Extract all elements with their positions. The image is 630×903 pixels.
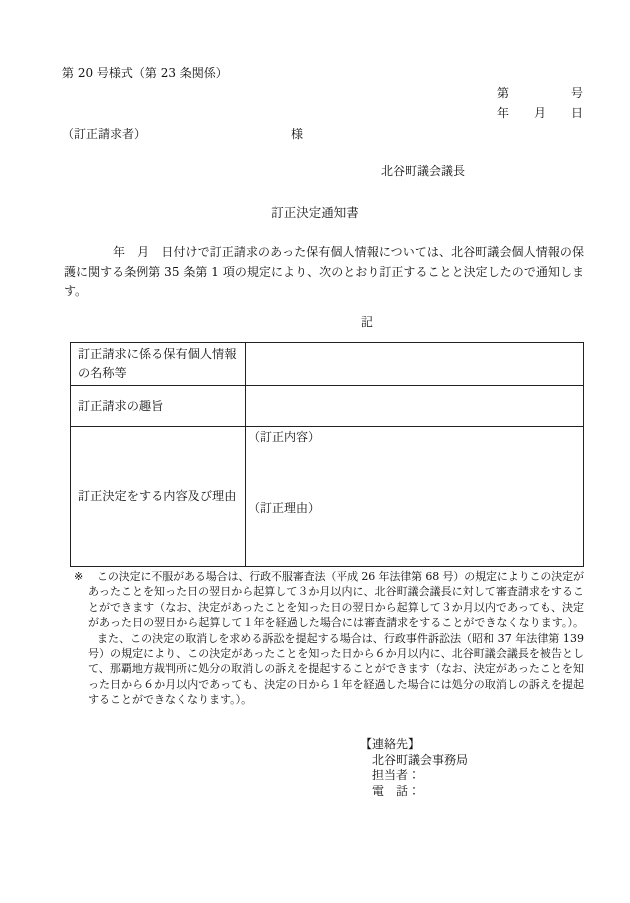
contact-heading: 【連絡先】 — [360, 737, 421, 751]
note-line: があった日の翌日から起算して１年を経過した場合には審査請求をすることができなくなります。）。 — [88, 616, 585, 630]
body-line: す。 — [64, 284, 88, 298]
document-title: 訂正決定通知書 — [271, 205, 359, 220]
note-line: この決定に不服がある場合は、行政不服審査法（平成 26 年法律第 68 号）の規定によりこの決定が — [97, 570, 584, 583]
row-value-decision-details — [246, 427, 583, 566]
note-line: て、那覇地方裁判所に処分の取消しの訴えを提起することができます（なお、決定があったことを知 — [88, 662, 585, 676]
ki-marker: 記 — [361, 315, 374, 329]
body-line: 年 月 日付けで訂正請求のあった保有個人情報については、北谷町議会個人情報の保 — [113, 245, 585, 259]
requester-label: （訂正請求者） — [62, 127, 147, 141]
row-label-decision-details: 訂正決定をする内容及び理由 — [71, 427, 246, 566]
body-paragraph — [64, 243, 584, 302]
note-line: することができなくなります。）。 — [88, 693, 253, 707]
note-line: とができます（なお、決定があったことを知った日の翌日から起算して３か月以内であっても、決定 — [88, 600, 585, 614]
date-line: 年 月 日 — [497, 106, 584, 120]
form-number: 第 20 号様式（第 23 条関係） — [62, 66, 228, 80]
row-label-request-purpose: 訂正請求の趣旨 — [71, 386, 246, 427]
row-value-info-name — [246, 343, 583, 386]
body-line: 護に関する条例第 35 条第 1 項の規定により、次のとおり訂正することと決定したので通知しま — [64, 264, 585, 279]
note-line: った日から６か月以内であっても、決定の日から１年を経過した場合には処分の取消しの訴えを提起 — [88, 677, 585, 691]
contact-person-label: 担当者： — [372, 768, 421, 783]
appeal-note — [88, 569, 584, 708]
note-line: 号）の規定により、この決定があったことを知った日から６か月以内に、北谷町議会議長を被告とし — [88, 647, 585, 661]
honorific: 様 — [291, 127, 304, 141]
row-value-request-purpose — [246, 386, 583, 427]
note-line: あったことを知った日の翌日から起算して３か月以内に、北谷町議会議長に対して審査請求をするこ — [88, 585, 585, 599]
contact-phone-label: 電 話： — [372, 783, 421, 798]
contact-block — [360, 737, 468, 799]
note-mark: ※ — [74, 570, 84, 583]
correction-reason-heading: （訂正理由） — [248, 501, 321, 515]
row-label-info-name: 訂正請求に係る保有個人情報の名称等 — [71, 343, 246, 386]
contact-office: 北谷町議会事務局 — [372, 752, 469, 767]
note-line: また、この決定の取消しを求める訴訟を提起する場合は、行政事件訴訟法（昭和 37 年法律第 139 — [97, 631, 585, 645]
correction-content-heading: （訂正内容） — [248, 430, 321, 444]
document-number-line: 第 号 — [497, 86, 586, 100]
issuer-name: 北谷町議会議長 — [381, 164, 466, 178]
correction-decision-table — [70, 342, 584, 567]
